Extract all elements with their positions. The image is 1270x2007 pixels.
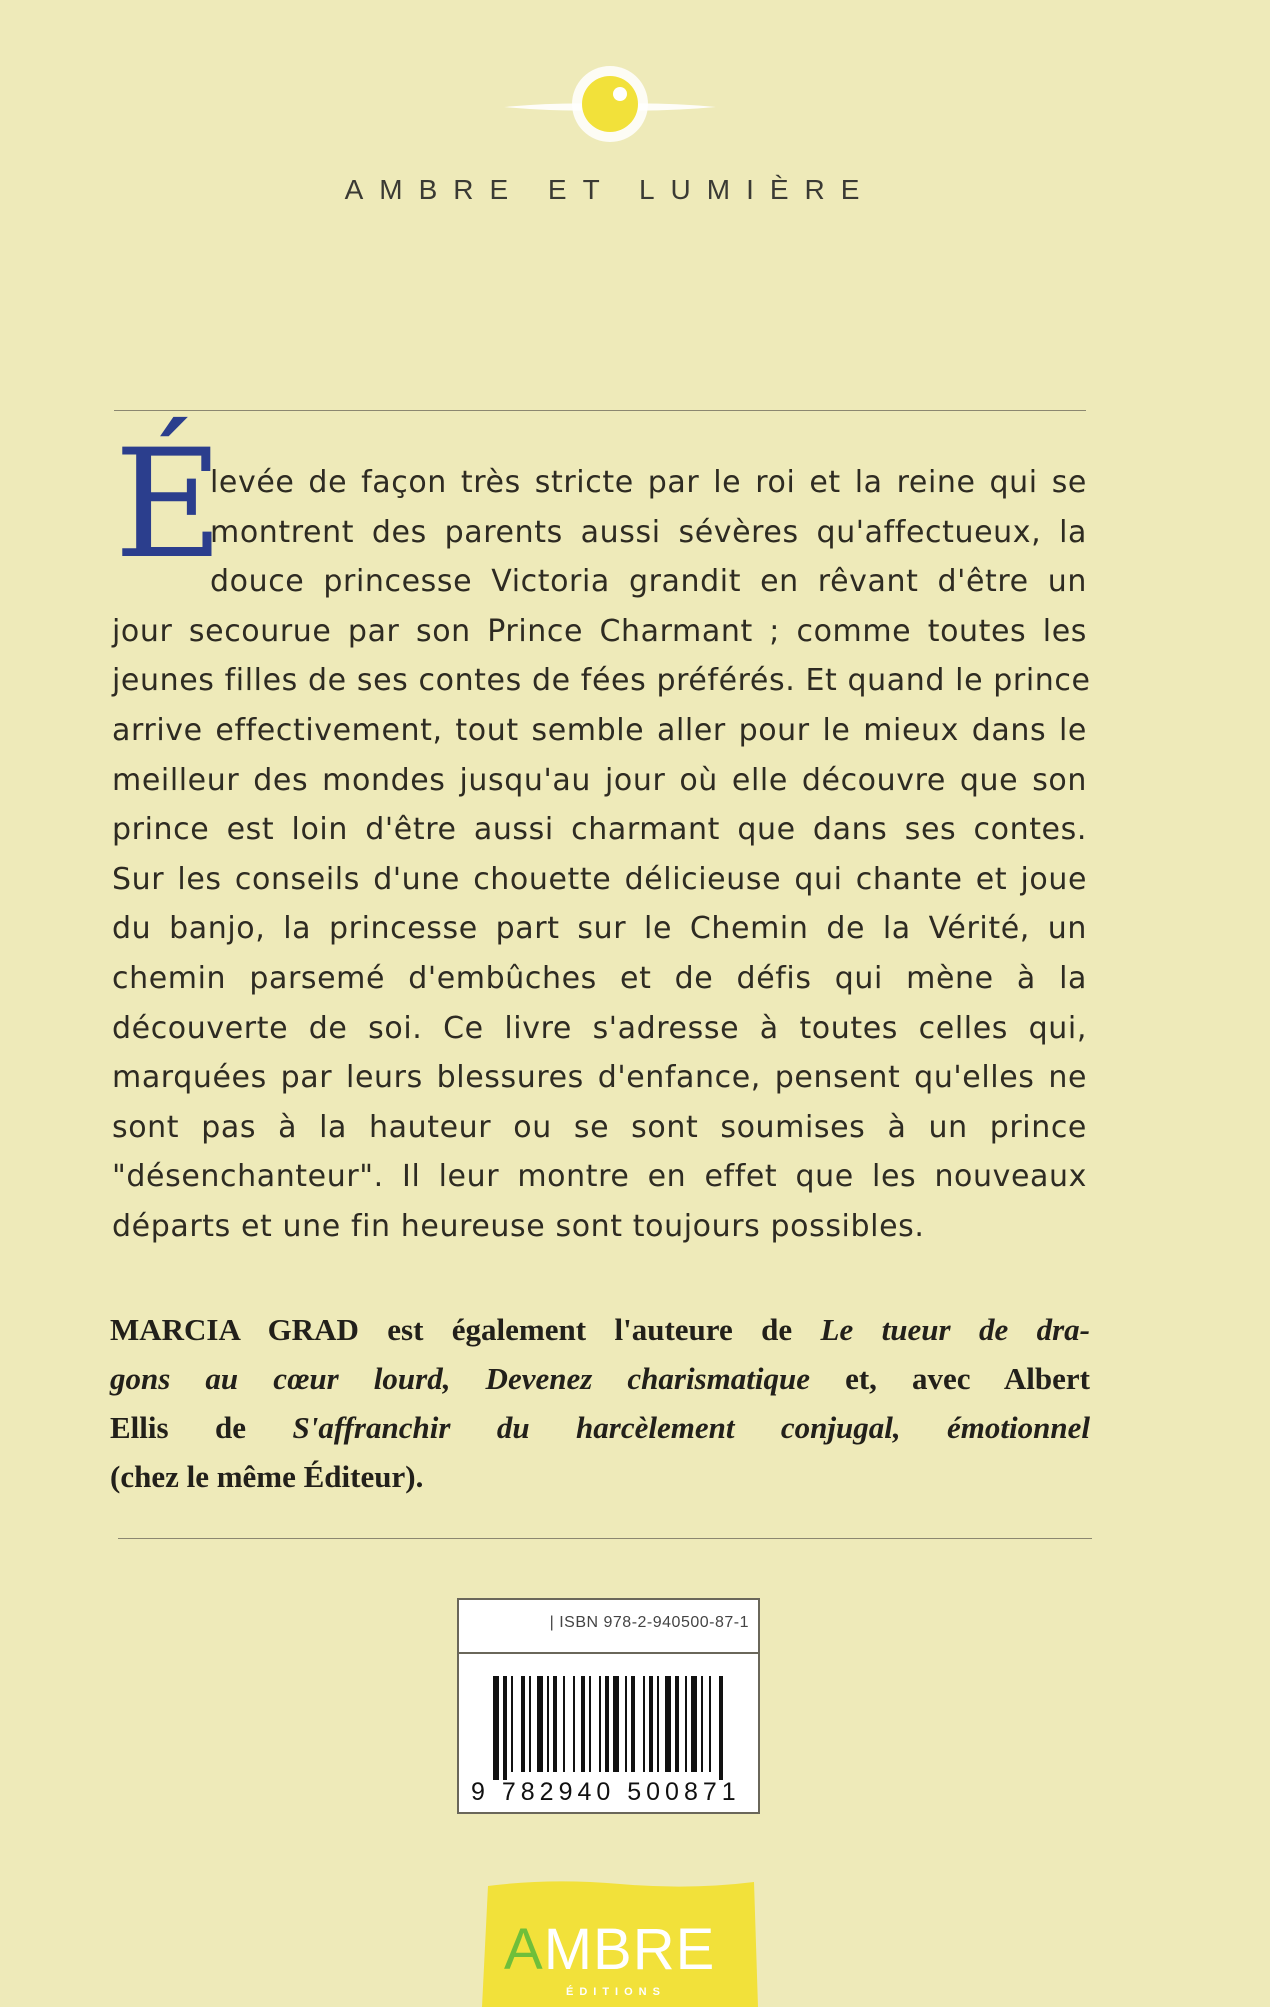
publisher-logo-icon bbox=[480, 1878, 762, 2007]
barcode-bar bbox=[581, 1676, 585, 1772]
summary-line: sont pas à la hauteur ou se sont soumises à un prince bbox=[112, 1109, 1087, 1145]
barcode-bar bbox=[493, 1676, 499, 1780]
barcode-bar bbox=[685, 1676, 687, 1772]
barcode-box bbox=[457, 1598, 760, 1814]
ean-left-digits: 782940 bbox=[501, 1778, 616, 1806]
barcode-bar bbox=[675, 1676, 679, 1772]
isbn-text: | ISBN 978-2-940500-87-1 bbox=[549, 1614, 749, 1631]
barcode-bar bbox=[657, 1676, 659, 1772]
author-note-line bbox=[110, 1305, 1090, 1354]
barcode-bar bbox=[719, 1676, 723, 1780]
book-title: S'affranchir du harcèlement conjugal, émotionnel bbox=[292, 1410, 1090, 1445]
ean-right-digits: 500871 bbox=[627, 1778, 741, 1806]
summary-line: découverte de soi. Ce livre s'adresse à toutes celles qui, bbox=[112, 1010, 1087, 1046]
barcode-bar bbox=[643, 1676, 645, 1772]
summary-line: chemin parsemé d'embûches et de défis qui mène à la bbox=[112, 960, 1087, 996]
summary-line: meilleur des mondes jusqu'au jour où elle découvre que son bbox=[112, 762, 1087, 798]
author-note-text: et, avec Albert bbox=[809, 1361, 1090, 1396]
drop-cap: É bbox=[114, 418, 224, 592]
summary-line: jeunes filles de ses contes de fées préférés. Et quand le prince bbox=[112, 663, 1091, 699]
author-note-line: (chez le même Éditeur). bbox=[110, 1459, 424, 1494]
author-note-line bbox=[110, 1403, 1090, 1452]
author-note-text: MARCIA GRAD est également l'auteure de bbox=[110, 1312, 821, 1347]
publisher-name-rest: MBRE bbox=[543, 1917, 716, 1982]
barcode-bar bbox=[529, 1676, 531, 1772]
summary-line: "désenchanteur". Il leur montre en effet que les nouveaux bbox=[112, 1159, 1087, 1195]
isbn-number: ISBN 978-2-940500-87-1 bbox=[559, 1614, 749, 1631]
summary-line: arrive effectivement, tout semble aller pour le mieux dans le bbox=[112, 712, 1087, 748]
barcode-bar bbox=[701, 1676, 703, 1772]
barcode-bar bbox=[649, 1676, 653, 1772]
top-divider bbox=[114, 410, 1086, 411]
book-title: gons au cœur lourd, Devenez charismatique bbox=[110, 1361, 810, 1396]
barcode-bar bbox=[665, 1676, 671, 1772]
barcode-bar bbox=[511, 1676, 513, 1772]
barcode-bar bbox=[521, 1676, 525, 1772]
barcode-bar bbox=[613, 1676, 619, 1772]
book-summary bbox=[112, 458, 1091, 1252]
summary-line: douce princesse Victoria grandit en rêvant d'être un bbox=[210, 564, 1087, 600]
summary-line: marquées par leurs blessures d'enfance, pensent qu'elles ne bbox=[112, 1060, 1087, 1096]
barcode-bar bbox=[599, 1676, 601, 1772]
ean-digits bbox=[471, 1778, 751, 1807]
author-note-line bbox=[110, 1354, 1090, 1403]
eye-sun-logo-icon bbox=[500, 60, 720, 150]
barcode-bar bbox=[573, 1676, 575, 1772]
summary-line: levée de façon très stricte par le roi et la reine qui se bbox=[210, 465, 1087, 500]
barcode-bar bbox=[625, 1676, 627, 1772]
barcode-bar bbox=[631, 1676, 635, 1772]
barcode-bar bbox=[563, 1676, 565, 1772]
summary-line: prince est loin d'être aussi charmant que dans ses contes. bbox=[112, 812, 1087, 848]
summary-line: jour secourue par son Prince Charmant ; comme toutes les bbox=[112, 613, 1087, 649]
publisher-name bbox=[504, 1916, 715, 1983]
series-title: AMBRE ET LUMIÈRE bbox=[344, 174, 876, 205]
barcode-bar bbox=[503, 1676, 507, 1780]
book-title: Le tueur de dra- bbox=[820, 1312, 1090, 1347]
summary-line: Sur les conseils d'une chouette délicieuse qui chante et joue bbox=[112, 861, 1087, 897]
barcode-bar bbox=[537, 1676, 543, 1772]
barcode-bar bbox=[553, 1676, 557, 1772]
publisher-letter-a: A bbox=[504, 1917, 544, 1982]
isbn-divider bbox=[459, 1652, 758, 1654]
barcode-bar bbox=[605, 1676, 609, 1772]
barcode-bar bbox=[709, 1676, 711, 1772]
author-note-text: Ellis de bbox=[110, 1410, 293, 1445]
summary-line: du banjo, la princesse part sur le Chemin de la Vérité, un bbox=[112, 911, 1087, 947]
summary-line: départs et une fin heureuse sont toujours possibles. bbox=[112, 1208, 925, 1244]
barcode-bar bbox=[547, 1676, 549, 1772]
bottom-divider bbox=[118, 1538, 1092, 1539]
summary-line: montrent des parents aussi sévères qu'affectueux, la bbox=[210, 514, 1087, 550]
barcode-bar bbox=[691, 1676, 697, 1772]
barcode-bar bbox=[589, 1676, 591, 1772]
barcode-icon bbox=[493, 1676, 723, 1780]
author-note bbox=[110, 1305, 1090, 1501]
publisher-subtitle: ÉDITIONS bbox=[566, 1986, 666, 1998]
ean-first-digit: 9 bbox=[471, 1778, 490, 1806]
